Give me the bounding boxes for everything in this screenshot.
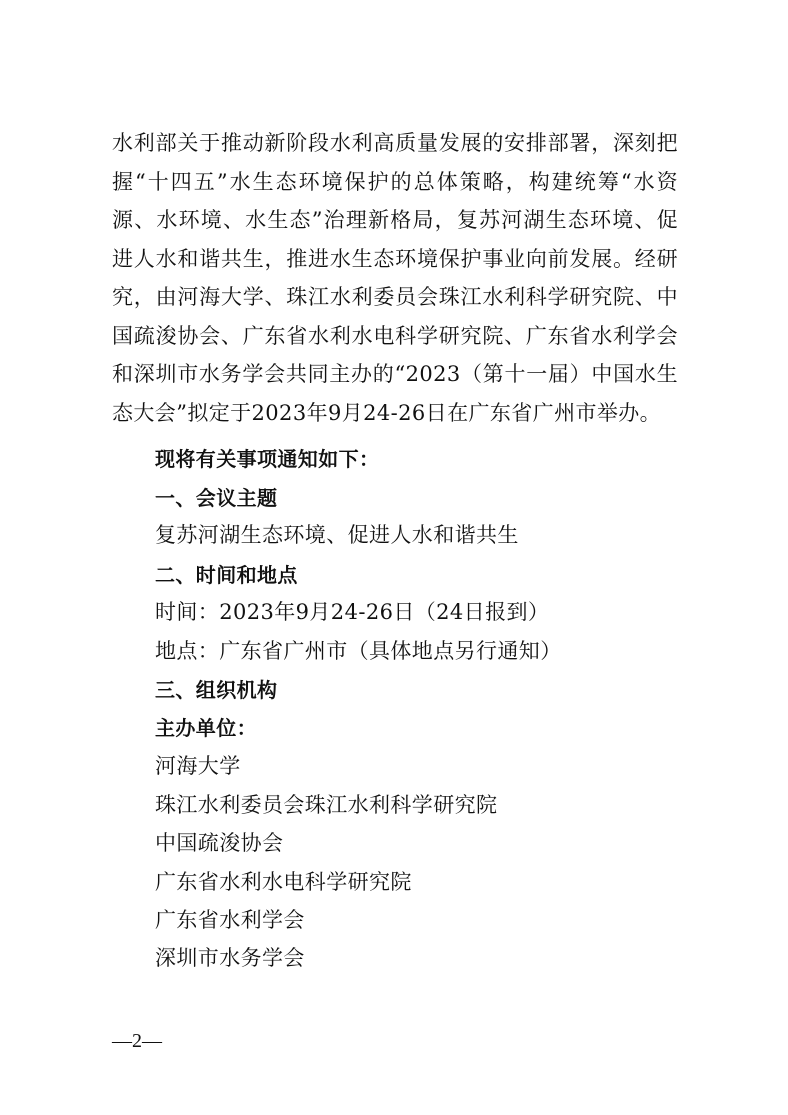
- organizer-item: 广东省水利学会: [155, 908, 305, 932]
- section-1-content: 复苏河湖生态环境、促进人水和谐共生: [155, 523, 519, 547]
- intro-paragraph: 水利部关于推动新阶段水利高质量发展的安排部署，深刻把握“十四五”水生态环境保护的总体策略，构建统筹“水资源、水环境、水生态”治理新格局，复苏河湖生态环境、促进人水和谐共生，推进水生态环境保护事业向前发展。经研究，由河海大学、珠江水利委员会珠江水利科学研究院、中国疏浚协会、广东省水利水电科学研究院、广东省水利学会和深圳市水务学会共同主办的“2023（第十一届）中国水生态大会”拟定于2023年9月24-26日在广东省广州市举办。: [112, 131, 678, 425]
- organizer-item: 河海大学: [155, 754, 241, 778]
- organizer-item: 广东省水利水电科学研究院: [155, 870, 412, 894]
- section-1-heading: 一、会议主题: [155, 486, 278, 510]
- organizers-label: 主办单位：: [155, 716, 257, 740]
- notice-line: 现将有关事项通知如下：: [155, 447, 380, 471]
- organizer-item: 珠江水利委员会珠江水利科学研究院: [155, 793, 498, 817]
- section-2-place: 地点：广东省广州市（具体地点另行通知）: [155, 639, 562, 663]
- section-3-heading: 三、组织机构: [155, 678, 278, 702]
- section-2-heading: 二、时间和地点: [155, 563, 298, 587]
- page-number: —2—: [112, 1030, 162, 1052]
- section-2-time: 时间：2023年9月24-26日（24日报到）: [155, 600, 550, 624]
- organizer-item: 深圳市水务学会: [155, 946, 305, 970]
- organizer-item: 中国疏浚协会: [155, 831, 284, 855]
